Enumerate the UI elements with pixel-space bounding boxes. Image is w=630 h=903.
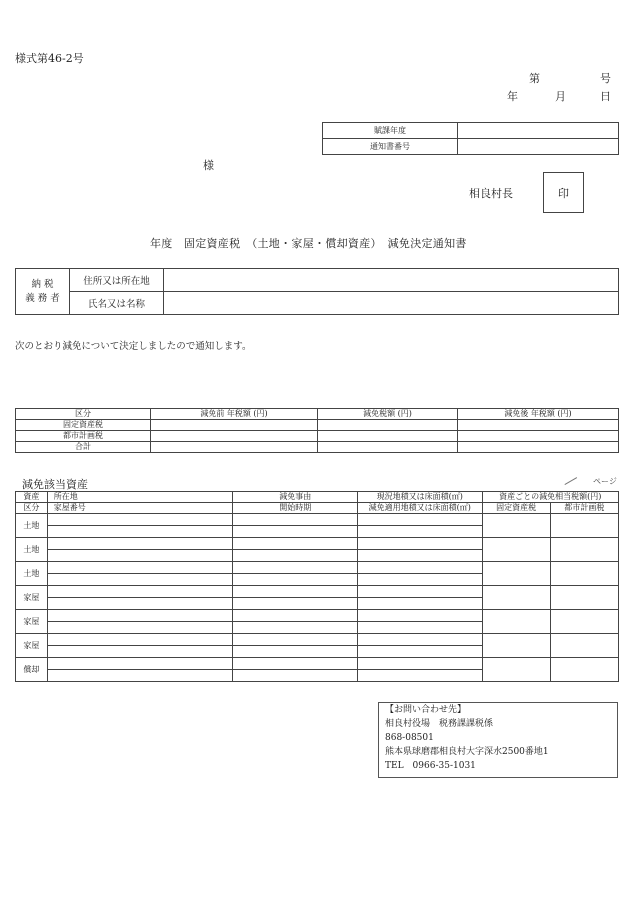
fixed-asset-tax-field[interactable]: [482, 562, 550, 586]
header-category-line2: 区分: [16, 503, 48, 514]
summary-row: [16, 431, 619, 442]
current-area-field[interactable]: [357, 538, 482, 550]
header-current-area: 現況地積又は床面積(㎡): [357, 492, 482, 503]
house-number-field[interactable]: [47, 670, 233, 682]
asset-row: [16, 658, 619, 670]
start-period-field[interactable]: [233, 574, 357, 586]
summary-row-label: 固定資産税: [16, 420, 151, 431]
info-row-notice-number: [323, 139, 619, 155]
reason-field[interactable]: [233, 658, 357, 670]
house-number-field[interactable]: [47, 622, 233, 634]
asset-category: 家屋: [16, 610, 48, 634]
addressee-suffix: 様: [203, 159, 214, 172]
house-number-field[interactable]: [47, 526, 233, 538]
header-per-asset-tax: 資産ごとの減免相当税額(円): [482, 492, 618, 503]
notice-number-field[interactable]: [458, 139, 619, 155]
asset-row: [16, 610, 619, 622]
current-area-field[interactable]: [357, 562, 482, 574]
summary-before-field[interactable]: [151, 431, 318, 442]
house-number-field[interactable]: [47, 550, 233, 562]
summary-before-field[interactable]: [151, 442, 318, 453]
summary-before-field[interactable]: [151, 420, 318, 431]
fiscal-year-label: 賦課年度: [323, 123, 458, 139]
applied-area-field[interactable]: [357, 622, 482, 634]
summary-header-reduction: 減免税額 (円): [318, 409, 458, 420]
applied-area-field[interactable]: [357, 574, 482, 586]
asset-row: [16, 514, 619, 526]
summary-reduction-field[interactable]: [318, 420, 458, 431]
taxpayer-table: [15, 268, 619, 315]
applied-area-field[interactable]: [357, 670, 482, 682]
contact-heading: 【お問い合わせ先】: [385, 705, 467, 715]
current-area-field[interactable]: [357, 514, 482, 526]
contact-office: 相良村役場 税務課課税係: [385, 719, 494, 729]
header-house-number: 家屋番号: [47, 503, 233, 514]
location-field[interactable]: [47, 562, 233, 574]
reason-field[interactable]: [233, 586, 357, 598]
asset-row: [16, 562, 619, 574]
header-location: 所在地: [47, 492, 233, 503]
fixed-asset-tax-field[interactable]: [482, 586, 550, 610]
start-period-field[interactable]: [233, 622, 357, 634]
current-area-field[interactable]: [357, 634, 482, 646]
summary-after-field[interactable]: [458, 442, 619, 453]
taxpayer-row-name: [16, 292, 619, 315]
summary-row-label: 合計: [16, 442, 151, 453]
city-planning-tax-field[interactable]: [550, 610, 618, 634]
summary-after-field[interactable]: [458, 420, 619, 431]
fixed-asset-tax-field[interactable]: [482, 538, 550, 562]
asset-category: 土地: [16, 562, 48, 586]
page-label: ページ: [593, 477, 617, 486]
seal-label: 印: [558, 186, 569, 200]
header-start-period: 開始時期: [233, 503, 357, 514]
start-period-field[interactable]: [233, 526, 357, 538]
location-field[interactable]: [47, 634, 233, 646]
issuer-title: 相良村長: [469, 187, 513, 200]
notice-number-label: 通知書番号: [323, 139, 458, 155]
fiscal-year-field[interactable]: [458, 123, 619, 139]
summary-header-after: 減免後 年税額 (円): [458, 409, 619, 420]
start-period-field[interactable]: [233, 670, 357, 682]
fixed-asset-tax-field[interactable]: [482, 514, 550, 538]
current-area-field[interactable]: [357, 586, 482, 598]
contact-tel: TEL 0966-35-1031: [385, 761, 476, 771]
taxpayer-heading: [16, 269, 70, 315]
fixed-asset-tax-field[interactable]: [482, 658, 550, 682]
header-reason: 減免事由: [233, 492, 357, 503]
city-planning-tax-field[interactable]: [550, 538, 618, 562]
date-year-label: 年: [507, 90, 518, 103]
header-city-planning-tax: 都市計画税: [550, 503, 618, 514]
asset-row: [16, 634, 619, 646]
asset-row: [16, 538, 619, 550]
assessment-info-table: [322, 122, 619, 155]
applied-area-field[interactable]: [357, 646, 482, 658]
header-applied-area: 減免適用地積又は床面積(㎡): [357, 503, 482, 514]
assets-section-title: 減免該当資産: [22, 478, 88, 491]
asset-header-row-2: [16, 503, 619, 514]
summary-row: [16, 442, 619, 453]
address-field[interactable]: [164, 269, 619, 292]
reason-field[interactable]: [233, 634, 357, 646]
house-number-field[interactable]: [47, 646, 233, 658]
city-planning-tax-field[interactable]: [550, 658, 618, 682]
asset-category: 土地: [16, 514, 48, 538]
asset-category: 土地: [16, 538, 48, 562]
asset-category: 家屋: [16, 586, 48, 610]
page-separator-slash: [565, 477, 578, 486]
start-period-field[interactable]: [233, 646, 357, 658]
asset-row: [16, 586, 619, 598]
summary-reduction-field[interactable]: [318, 442, 458, 453]
reason-field[interactable]: [233, 562, 357, 574]
fixed-asset-tax-field[interactable]: [482, 610, 550, 634]
name-label: 氏名又は名称: [70, 292, 164, 315]
asset-category: 償却: [16, 658, 48, 682]
notice-text: 次のとおり減免について決定しましたので通知します。: [15, 341, 252, 352]
tax-summary-table: [15, 408, 619, 453]
taxpayer-heading-line2: 義 務 者: [25, 292, 60, 304]
info-row-fiscal-year: [323, 123, 619, 139]
location-field[interactable]: [47, 514, 233, 526]
reason-field[interactable]: [233, 610, 357, 622]
summary-row-label: 都市計画税: [16, 431, 151, 442]
asset-header-row-1: [16, 492, 619, 503]
document-title: 年度 固定資産税 （土地・家屋・償却資産） 減免決定通知書: [150, 237, 467, 250]
location-field[interactable]: [47, 610, 233, 622]
reason-field[interactable]: [233, 538, 357, 550]
city-planning-tax-field[interactable]: [550, 634, 618, 658]
asset-category: 家屋: [16, 634, 48, 658]
city-planning-tax-field[interactable]: [550, 586, 618, 610]
fixed-asset-tax-field[interactable]: [482, 634, 550, 658]
city-planning-tax-field[interactable]: [550, 514, 618, 538]
house-number-field[interactable]: [47, 574, 233, 586]
summary-row: [16, 420, 619, 431]
address-label: 住所又は所在地: [70, 269, 164, 292]
current-area-field[interactable]: [357, 610, 482, 622]
applied-area-field[interactable]: [357, 598, 482, 610]
asset-table: [15, 491, 619, 682]
doc-number-suffix: 号: [600, 72, 611, 85]
contact-box: [378, 702, 618, 778]
seal-box: [543, 172, 584, 213]
doc-number-prefix: 第: [529, 72, 540, 85]
location-field[interactable]: [47, 658, 233, 670]
summary-reduction-field[interactable]: [318, 431, 458, 442]
header-fixed-asset-tax: 固定資産税: [482, 503, 550, 514]
applied-area-field[interactable]: [357, 526, 482, 538]
date-day-label: 日: [600, 90, 611, 103]
applied-area-field[interactable]: [357, 550, 482, 562]
house-number-field[interactable]: [47, 598, 233, 610]
form-number: 様式第46-2号: [15, 52, 84, 65]
location-field[interactable]: [47, 586, 233, 598]
taxpayer-heading-line1: 納 税: [31, 278, 54, 290]
contact-postal: 868-08501: [385, 733, 434, 743]
contact-address: 熊本県球磨郡相良村大字深水2500番地1: [385, 747, 549, 757]
start-period-field[interactable]: [233, 550, 357, 562]
city-planning-tax-field[interactable]: [550, 562, 618, 586]
name-field[interactable]: [164, 292, 619, 315]
summary-header-row: [16, 409, 619, 420]
summary-header-before: 減免前 年税額 (円): [151, 409, 318, 420]
start-period-field[interactable]: [233, 598, 357, 610]
location-field[interactable]: [47, 538, 233, 550]
reason-field[interactable]: [233, 514, 357, 526]
taxpayer-row-address: [16, 269, 619, 292]
date-month-label: 月: [555, 90, 566, 103]
summary-header-category: 区分: [16, 409, 151, 420]
summary-after-field[interactable]: [458, 431, 619, 442]
header-category-line1: 資産: [16, 492, 48, 503]
current-area-field[interactable]: [357, 658, 482, 670]
